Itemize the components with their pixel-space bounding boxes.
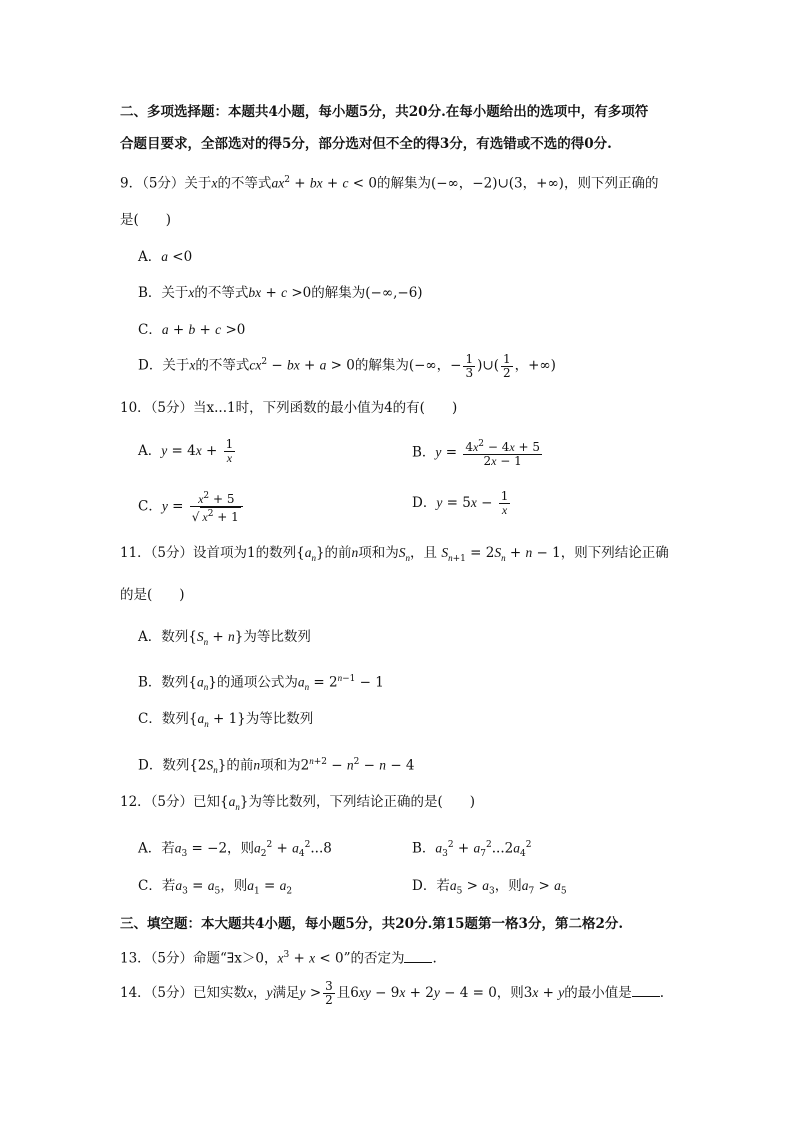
- question-11-line2: 的是( ): [120, 587, 185, 603]
- q9-option-d: D．关于x的不等式$cx^2$ − bx + a > 0的解集为(−∞，− $\frac{1}{3}$ )∪( $\frac{1}{2}$ ，+∞): [138, 351, 556, 380]
- q9-mid: 的不等式: [217, 175, 272, 192]
- q10-option-a: A．y = 4x + $\frac{1}{x}$: [138, 437, 234, 465]
- question-14: 14．（5分）已知实数x，y满足y > $\frac{3}{2}$ 且6xy − 9x + 2y − 4 = 0，则3x + y的最小值是 .: [120, 979, 665, 1007]
- q10-option-d: D．y = 5x − $\frac{1}{x}$: [412, 489, 509, 517]
- q9-tail: 的解集为(−∞，−2)∪(3，+∞)，则下列正确的: [376, 175, 659, 192]
- question-13: 13．（5分）命题“∃x＞0，$x^3 + x < 0$”的否定为 .: [120, 950, 437, 967]
- section-2-heading-line2: 合题目要求，全部选对的得5分，部分选对但不全的得3分，有选错或不选的得0分.: [120, 136, 612, 152]
- q9-prefix: 9．（5分）关于: [120, 175, 212, 192]
- q11-option-d: D．数列$\{2S_n\}$的前n项和为$2^{n+2} - n^2 - n - 4$: [138, 756, 415, 776]
- q9-option-c: C．a + b + c >0: [138, 322, 246, 338]
- answer-blank[interactable]: [632, 984, 660, 997]
- q12-option-a: A．若$a_3 = -2$，则$a_2^2 + a_4^2...8$: [138, 840, 332, 860]
- question-10: 10．（5分）当x...1时，下列函数的最小值为4的有( ): [120, 400, 458, 416]
- question-11: 11．（5分）设首项为1的数列$\{a_n\}$的前n项和为$S_n$，且 $S_{n+1} = 2S_n + n - 1$，则下列结论正确: [120, 545, 669, 564]
- q12-option-c: C．若$a_3 = a_5$，则$a_1 = a_2$: [138, 878, 293, 897]
- q11-option-a: A．数列$\{S_n + n\}$为等比数列: [138, 629, 311, 647]
- section-3-heading: 三、填空题：本大题共4小题，每小题5分，共20分.第15题第一格3分，第二格2分.: [120, 916, 624, 932]
- q9-option-a: A．a <0: [138, 249, 193, 265]
- q10-option-b: B．y = $\frac{4x^2 - 4x + 5}{2x - 1}$: [412, 439, 541, 468]
- q12-option-d: D．若$a_5 > a_3$，则$a_7 > a_5$: [412, 878, 567, 897]
- q11-option-c: C．数列$\{a_n + 1\}$为等比数列: [138, 711, 314, 729]
- q12-option-b: B．$a_3^2 + a_7^2...2a_4^2$: [412, 840, 532, 860]
- answer-blank[interactable]: [404, 950, 432, 963]
- q10-option-c: C．y = $\frac{x^2 + 5}{√ x^2 + 1}$: [138, 490, 698, 524]
- question-9-line2: 是( ): [120, 212, 172, 228]
- section-2-heading-line1: 二、多项选择题：本题共4小题，每小题5分，共20分.在每小题给出的选项中，有多项符: [120, 104, 649, 120]
- question-9: 9．（5分）关于x的不等式$ax^2$ + bx + c < 0的解集为(−∞，−2)∪(3，+∞)，则下列正确的: [120, 175, 659, 192]
- q9-option-b: B．关于x的不等式bx + c >0的解集为(−∞,−6): [138, 285, 423, 301]
- question-12: 12．（5分）已知$\{a_n\}$为等比数列，下列结论正确的是( ): [120, 794, 476, 812]
- q11-option-b: B．数列$\{a_n\}$的通项公式为$a_n = 2^{n-1} - 1$: [138, 673, 384, 693]
